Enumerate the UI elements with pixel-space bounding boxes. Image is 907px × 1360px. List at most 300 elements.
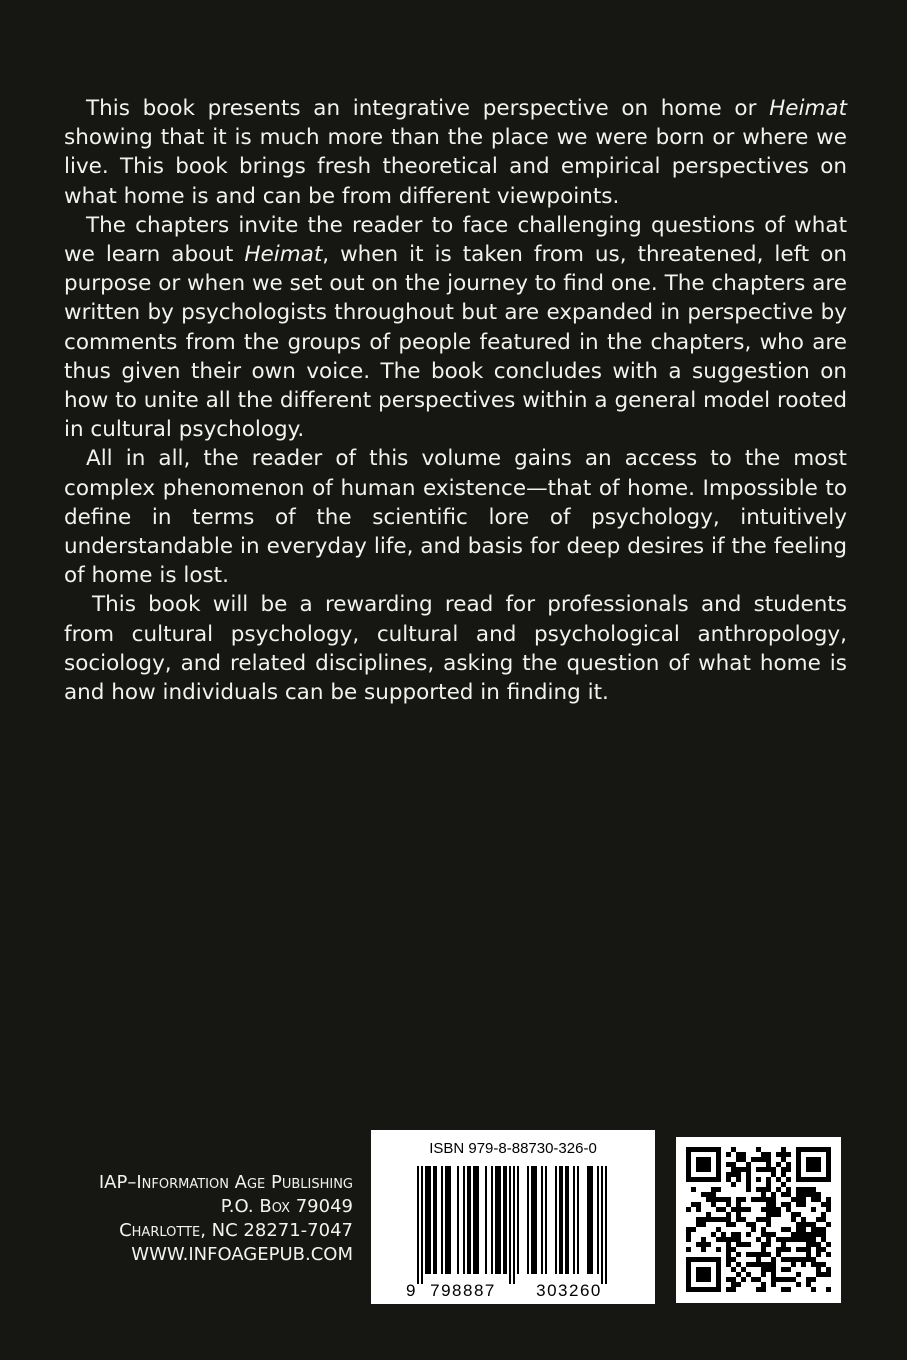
qr-data-module	[691, 1187, 696, 1192]
barcode-bar	[573, 1166, 575, 1274]
qr-data-module	[816, 1232, 821, 1237]
qr-finder-module	[826, 1152, 831, 1157]
qr-data-module	[731, 1182, 736, 1187]
qr-data-module	[761, 1262, 766, 1267]
qr-data-module	[746, 1242, 751, 1247]
qr-data-module	[726, 1197, 731, 1202]
qr-data-module	[726, 1242, 731, 1247]
qr-data-module	[746, 1182, 751, 1187]
qr-data-module	[761, 1152, 766, 1157]
qr-data-module	[766, 1232, 771, 1237]
qr-data-module	[751, 1277, 756, 1282]
back-cover-blurb	[64, 94, 847, 707]
qr-data-module	[731, 1207, 736, 1212]
qr-finder-module	[826, 1147, 831, 1152]
qr-data-module	[726, 1252, 731, 1257]
qr-data-module	[736, 1157, 741, 1162]
qr-finder-module	[716, 1257, 721, 1262]
qr-data-module	[791, 1232, 796, 1237]
qr-finder-module	[826, 1162, 831, 1167]
qr-data-module	[796, 1237, 801, 1242]
qr-data-module	[736, 1167, 741, 1172]
barcode-bar	[435, 1166, 437, 1274]
barcode-bar	[447, 1166, 449, 1274]
qr-finder-module	[806, 1147, 811, 1152]
barcode-bar	[473, 1166, 475, 1274]
barcode-bar	[513, 1166, 515, 1284]
qr-finder-module	[826, 1167, 831, 1172]
qr-data-module	[786, 1277, 791, 1282]
barcode-bar	[467, 1166, 469, 1274]
qr-finder-module	[701, 1167, 706, 1172]
publisher-website: WWW.INFOAGEPUB.COM	[131, 1244, 353, 1265]
qr-data-module	[796, 1282, 801, 1287]
qr-data-module	[761, 1217, 766, 1222]
qr-data-module	[766, 1202, 771, 1207]
qr-finder-module	[686, 1267, 691, 1272]
qr-finder-module	[686, 1167, 691, 1172]
qr-data-module	[756, 1287, 761, 1292]
qr-finder-module	[716, 1177, 721, 1182]
qr-data-module	[826, 1272, 831, 1277]
qr-finder-module	[701, 1277, 706, 1282]
qr-data-module	[726, 1262, 731, 1267]
qr-data-module	[766, 1217, 771, 1222]
qr-data-module	[806, 1247, 811, 1252]
qr-timing-module	[786, 1177, 791, 1182]
qr-data-module	[771, 1202, 776, 1207]
barcode-bar	[449, 1166, 451, 1274]
qr-data-module	[771, 1167, 776, 1172]
qr-data-module	[826, 1222, 831, 1227]
qr-data-module	[776, 1152, 781, 1157]
barcode-bar	[517, 1166, 519, 1274]
qr-data-module	[736, 1232, 741, 1237]
qr-finder-module	[706, 1157, 711, 1162]
qr-data-module	[766, 1157, 771, 1162]
publisher-city: Charlotte, NC 28271-7047	[119, 1220, 353, 1241]
qr-data-module	[821, 1217, 826, 1222]
barcode-bar	[535, 1166, 537, 1274]
qr-data-module	[821, 1212, 826, 1217]
qr-data-module	[821, 1272, 826, 1277]
qr-data-module	[791, 1212, 796, 1217]
qr-data-module	[731, 1222, 736, 1227]
barcode-bar	[559, 1166, 561, 1274]
qr-data-module	[811, 1257, 816, 1262]
qr-data-module	[756, 1257, 761, 1262]
qr-data-module	[781, 1192, 786, 1197]
qr-data-module	[766, 1212, 771, 1217]
qr-finder-module	[696, 1277, 701, 1282]
barcode-bar	[445, 1166, 447, 1274]
qr-data-module	[776, 1207, 781, 1212]
qr-data-module	[701, 1222, 706, 1227]
qr-data-module	[731, 1267, 736, 1272]
qr-data-module	[771, 1197, 776, 1202]
qr-data-module	[766, 1237, 771, 1242]
qr-data-module	[766, 1182, 771, 1187]
qr-data-module	[816, 1242, 821, 1247]
qr-data-module	[686, 1207, 691, 1212]
qr-data-module	[796, 1187, 801, 1192]
qr-data-module	[756, 1167, 761, 1172]
qr-data-module	[726, 1217, 731, 1222]
qr-data-module	[796, 1247, 801, 1252]
qr-data-module	[756, 1217, 761, 1222]
qr-data-module	[761, 1187, 766, 1192]
barcode-lead-digit: 9	[406, 1281, 416, 1300]
qr-data-module	[706, 1217, 711, 1222]
qr-data-module	[786, 1207, 791, 1212]
qr-data-module	[826, 1267, 831, 1272]
qr-finder-module	[696, 1147, 701, 1152]
qr-data-module	[781, 1167, 786, 1172]
barcode-bar	[421, 1166, 423, 1284]
qr-finder-module	[706, 1167, 711, 1172]
qr-finder-module	[696, 1167, 701, 1172]
qr-finder-module	[701, 1257, 706, 1262]
qr-data-module	[741, 1267, 746, 1272]
qr-data-module	[741, 1242, 746, 1247]
qr-data-module	[771, 1262, 776, 1267]
qr-finder-module	[686, 1162, 691, 1167]
qr-finder-module	[701, 1157, 706, 1162]
qr-data-module	[726, 1257, 731, 1262]
qr-data-module	[801, 1222, 806, 1227]
qr-data-module	[726, 1237, 731, 1242]
qr-finder-module	[706, 1277, 711, 1282]
qr-data-module	[686, 1232, 691, 1237]
qr-data-module	[786, 1287, 791, 1292]
qr-data-module	[756, 1277, 761, 1282]
qr-data-module	[761, 1197, 766, 1202]
qr-data-module	[726, 1162, 731, 1167]
qr-timing-module	[756, 1177, 761, 1182]
qr-finder-module	[716, 1157, 721, 1162]
qr-data-module	[821, 1237, 826, 1242]
qr-finder-module	[826, 1177, 831, 1182]
qr-data-module	[746, 1172, 751, 1177]
barcode-bar	[605, 1166, 607, 1284]
qr-data-module	[701, 1242, 706, 1247]
qr-timing-module	[716, 1207, 721, 1212]
qr-data-module	[741, 1197, 746, 1202]
qr-data-module	[776, 1277, 781, 1282]
qr-finder-module	[701, 1287, 706, 1292]
qr-data-module	[761, 1247, 766, 1252]
qr-finder-module	[716, 1282, 721, 1287]
barcode-bar	[545, 1166, 547, 1274]
qr-data-module	[731, 1172, 736, 1177]
qr-data-module	[821, 1202, 826, 1207]
qr-data-module	[786, 1192, 791, 1197]
qr-data-module	[811, 1287, 816, 1292]
qr-timing-module	[716, 1237, 721, 1242]
qr-data-module	[761, 1252, 766, 1257]
qr-finder-module	[811, 1147, 816, 1152]
qr-data-module	[751, 1262, 756, 1267]
qr-finder-module	[706, 1267, 711, 1272]
qr-data-module	[811, 1222, 816, 1227]
qr-data-module	[826, 1197, 831, 1202]
qr-data-module	[731, 1247, 736, 1252]
qr-data-module	[806, 1222, 811, 1227]
qr-finder-module	[796, 1167, 801, 1172]
qr-data-module	[756, 1197, 761, 1202]
qr-finder-module	[696, 1257, 701, 1262]
qr-finder-module	[806, 1157, 811, 1162]
qr-finder-module	[816, 1162, 821, 1167]
qr-data-module	[736, 1207, 741, 1212]
qr-data-module	[746, 1207, 751, 1212]
barcode-bar	[531, 1166, 533, 1274]
qr-finder-module	[706, 1287, 711, 1292]
qr-finder-module	[821, 1147, 826, 1152]
qr-data-module	[816, 1227, 821, 1232]
qr-finder-module	[711, 1287, 716, 1292]
qr-finder-module	[816, 1157, 821, 1162]
qr-finder-module	[811, 1177, 816, 1182]
isbn-label: ISBN 979-8-88730-326-0	[429, 1140, 597, 1157]
qr-finder-module	[701, 1267, 706, 1272]
qr-data-module	[731, 1282, 736, 1287]
qr-data-module	[751, 1252, 756, 1257]
qr-data-module	[736, 1242, 741, 1247]
blurb-paragraph-4: This book will be a rewarding read for professionals and students from cultural psychology, cultural and psychological anthropology, sociology, and related disciplines, asking the question of what home is and how individuals can be supported in finding it.	[64, 592, 847, 706]
qr-data-module	[706, 1212, 711, 1217]
qr-finder-module	[701, 1147, 706, 1152]
qr-finder-module	[686, 1262, 691, 1267]
qr-data-module	[766, 1187, 771, 1192]
qr-timing-module	[716, 1197, 721, 1202]
barcode-bar	[477, 1166, 479, 1274]
qr-finder-module	[686, 1257, 691, 1262]
qr-data-module	[821, 1262, 826, 1267]
qr-data-module	[741, 1207, 746, 1212]
qr-data-module	[801, 1202, 806, 1207]
qr-data-module	[776, 1162, 781, 1167]
qr-finder-module	[716, 1162, 721, 1167]
qr-data-module	[781, 1242, 786, 1247]
qr-data-module	[786, 1237, 791, 1242]
qr-data-module	[751, 1222, 756, 1227]
qr-data-module	[806, 1252, 811, 1257]
qr-data-module	[776, 1247, 781, 1252]
qr-data-module	[776, 1237, 781, 1242]
barcode-bar	[561, 1166, 563, 1274]
qr-data-module	[736, 1152, 741, 1157]
qr-data-module	[761, 1267, 766, 1272]
qr-data-module	[736, 1172, 741, 1177]
qr-data-module	[761, 1157, 766, 1162]
barcode-bar	[503, 1166, 505, 1274]
qr-data-module	[821, 1227, 826, 1232]
qr-data-module	[801, 1247, 806, 1252]
qr-finder-module	[706, 1162, 711, 1167]
qr-finder-module	[686, 1147, 691, 1152]
qr-data-module	[761, 1272, 766, 1277]
qr-finder-module	[716, 1152, 721, 1157]
qr-data-module	[781, 1152, 786, 1157]
qr-data-module	[781, 1287, 786, 1292]
qr-data-module	[806, 1232, 811, 1237]
qr-data-module	[786, 1247, 791, 1252]
qr-finder-module	[821, 1177, 826, 1182]
qr-data-module	[741, 1152, 746, 1157]
qr-finder-module	[711, 1147, 716, 1152]
qr-finder-module	[806, 1177, 811, 1182]
barcode-bar	[417, 1166, 419, 1284]
qr-data-module	[771, 1282, 776, 1287]
qr-data-module	[806, 1187, 811, 1192]
qr-finder-module	[716, 1262, 721, 1267]
qr-data-module	[766, 1242, 771, 1247]
qr-data-module	[776, 1187, 781, 1192]
qr-data-module	[706, 1192, 711, 1197]
qr-timing-module	[716, 1187, 721, 1192]
qr-finder-module	[826, 1157, 831, 1162]
qr-data-module	[726, 1152, 731, 1157]
qr-finder-module	[811, 1167, 816, 1172]
qr-data-module	[826, 1252, 831, 1257]
qr-finder-module	[796, 1147, 801, 1152]
qr-data-module	[781, 1267, 786, 1272]
qr-finder-module	[691, 1147, 696, 1152]
barcode-bar	[469, 1166, 471, 1274]
qr-finder-module	[696, 1157, 701, 1162]
qr-finder-module	[686, 1277, 691, 1282]
qr-data-module	[826, 1207, 831, 1212]
qr-data-module	[776, 1212, 781, 1217]
qr-timing-module	[716, 1227, 721, 1232]
qr-data-module	[696, 1242, 701, 1247]
qr-data-module	[796, 1222, 801, 1227]
qr-data-module	[746, 1232, 751, 1237]
qr-data-module	[761, 1282, 766, 1287]
qr-data-module	[781, 1182, 786, 1187]
qr-data-module	[796, 1227, 801, 1232]
qr-data-module	[771, 1212, 776, 1217]
qr-data-module	[731, 1232, 736, 1237]
qr-data-module	[816, 1192, 821, 1197]
qr-data-module	[691, 1227, 696, 1232]
qr-data-module	[821, 1232, 826, 1237]
qr-finder-module	[716, 1167, 721, 1172]
qr-finder-module	[816, 1167, 821, 1172]
qr-timing-module	[776, 1177, 781, 1182]
qr-data-module	[806, 1282, 811, 1287]
qr-data-module	[801, 1187, 806, 1192]
qr-finder-module	[796, 1162, 801, 1167]
qr-data-module	[796, 1257, 801, 1262]
barcode-bar	[527, 1166, 529, 1274]
qr-data-module	[801, 1192, 806, 1197]
qr-data-module	[721, 1237, 726, 1242]
barcode-bar	[429, 1166, 431, 1274]
barcode-bar	[601, 1166, 603, 1284]
qr-data-module	[796, 1212, 801, 1217]
qr-data-module	[786, 1152, 791, 1157]
qr-data-module	[741, 1217, 746, 1222]
barcode-bar	[495, 1166, 497, 1274]
barcode-bar	[597, 1166, 599, 1274]
qr-data-module	[771, 1232, 776, 1237]
qr-data-module	[771, 1257, 776, 1262]
qr-data-module	[721, 1197, 726, 1202]
qr-data-module	[726, 1202, 731, 1207]
qr-data-module	[751, 1227, 756, 1232]
qr-data-module	[696, 1202, 701, 1207]
qr-data-module	[781, 1157, 786, 1162]
qr-data-module	[756, 1157, 761, 1162]
qr-finder-module	[696, 1267, 701, 1272]
qr-finder-module	[691, 1177, 696, 1182]
qr-data-module	[816, 1217, 821, 1222]
barcode-left-digits: 798887	[430, 1281, 496, 1300]
qr-data-module	[771, 1207, 776, 1212]
qr-data-module	[796, 1232, 801, 1237]
qr-data-module	[761, 1227, 766, 1232]
qr-data-module	[736, 1262, 741, 1267]
qr-data-module	[791, 1237, 796, 1242]
qr-data-module	[816, 1262, 821, 1267]
barcode-bar	[499, 1166, 501, 1274]
qr-data-module	[751, 1197, 756, 1202]
qr-data-module	[811, 1277, 816, 1282]
qr-data-module	[696, 1222, 701, 1227]
qr-finder-module	[686, 1272, 691, 1277]
heimat-italic-2: Heimat	[244, 242, 323, 268]
barcode-bar	[589, 1166, 591, 1274]
qr-data-module	[701, 1192, 706, 1197]
qr-finder-module	[696, 1177, 701, 1182]
qr-finder-module	[686, 1152, 691, 1157]
blurb-paragraph-2: The chapters invite the reader to face challenging questions of what we learn about Heimat, when it is taken from us, threatened, left on purpose or when we set out on the journey to find one. The chapters are written by psychologists throughout but are expanded in perspective by comments from the groups of people featured in the chapters, who are thus given their own voice. The book concludes with a suggestion on how to unite all the different perspectives within a general model rooted in cultural psychology.	[64, 212, 848, 443]
qr-data-module	[786, 1227, 791, 1232]
qr-data-module	[766, 1222, 771, 1227]
qr-data-module	[761, 1232, 766, 1237]
qr-data-module	[746, 1252, 751, 1257]
qr-data-module	[761, 1207, 766, 1212]
qr-finder-module	[716, 1277, 721, 1282]
barcode-bar	[457, 1166, 459, 1274]
qr-data-module	[781, 1227, 786, 1232]
qr-data-module	[746, 1272, 751, 1277]
qr-data-module	[761, 1167, 766, 1172]
qr-data-module	[766, 1152, 771, 1157]
qr-data-module	[806, 1192, 811, 1197]
qr-finder-module	[801, 1147, 806, 1152]
qr-finder-module	[696, 1162, 701, 1167]
qr-data-module	[786, 1267, 791, 1272]
qr-data-module	[806, 1237, 811, 1242]
qr-data-module	[721, 1217, 726, 1222]
qr-finder-module	[711, 1257, 716, 1262]
qr-finder-module	[811, 1157, 816, 1162]
qr-data-module	[791, 1217, 796, 1222]
qr-data-module	[801, 1217, 806, 1222]
qr-data-module	[691, 1202, 696, 1207]
qr-data-module	[736, 1272, 741, 1277]
qr-data-module	[806, 1277, 811, 1282]
qr-data-module	[811, 1237, 816, 1242]
qr-timing-module	[716, 1217, 721, 1222]
barcode-bar	[497, 1166, 499, 1274]
qr-data-module	[761, 1192, 766, 1197]
qr-finder-module	[716, 1147, 721, 1152]
qr-data-module	[781, 1247, 786, 1252]
